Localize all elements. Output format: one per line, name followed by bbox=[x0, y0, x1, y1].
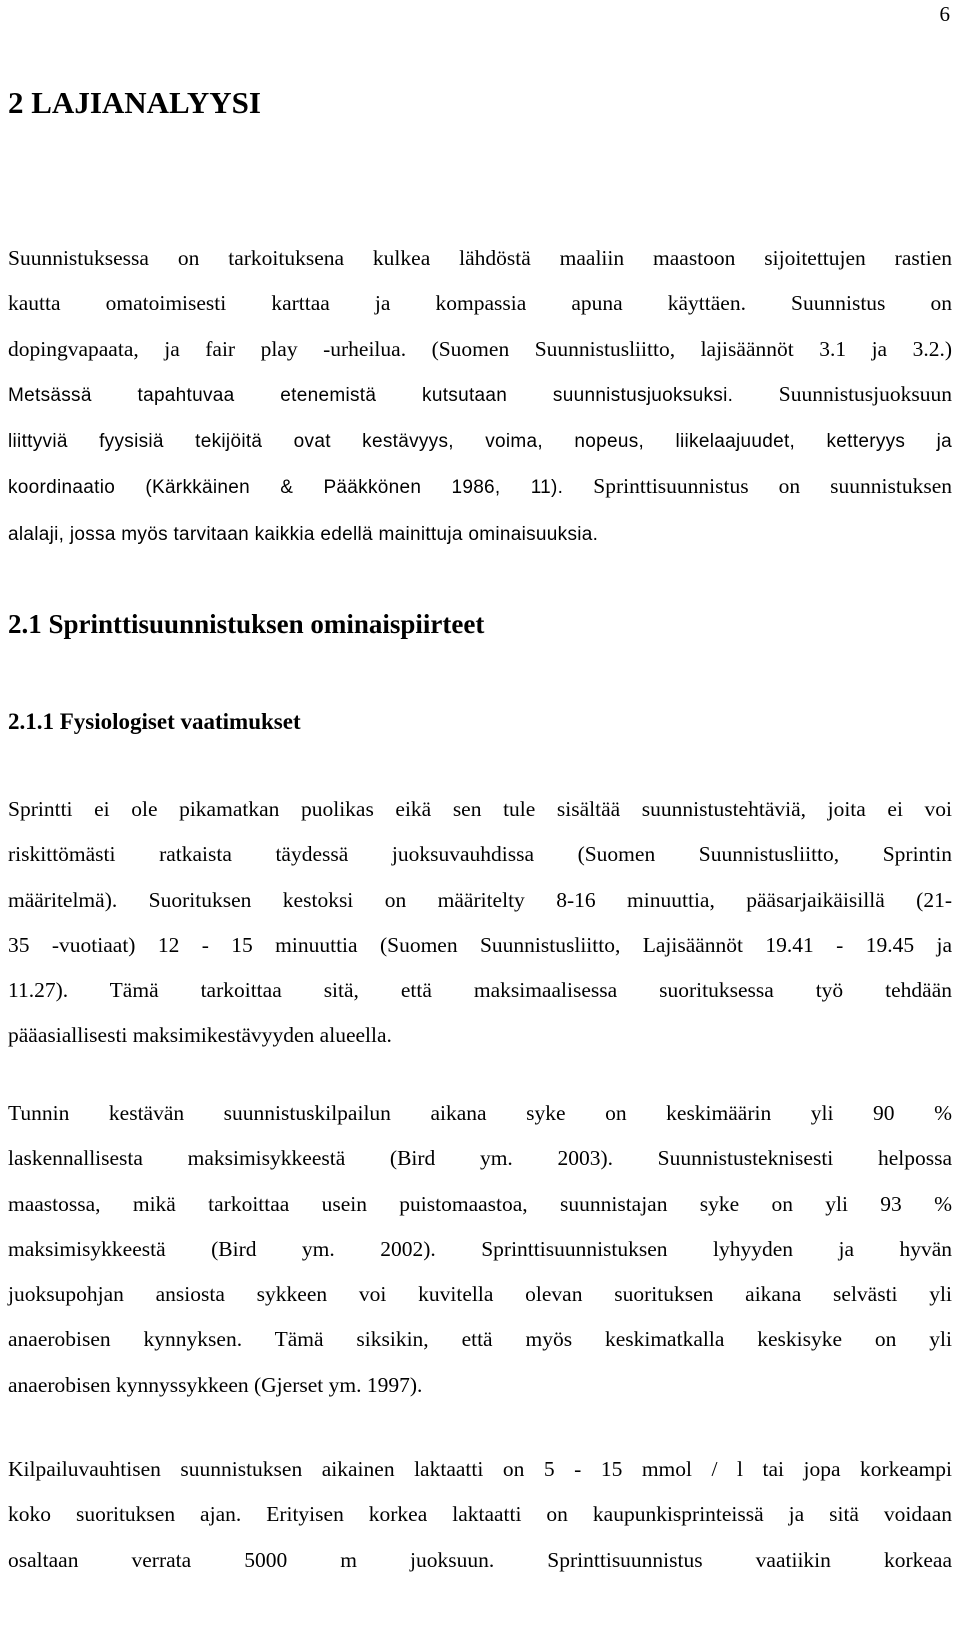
paragraph-line: riskittömästi ratkaista täydessä juoksuvauhdissa (Suomen Suunnistusliitto, Sprintin bbox=[8, 842, 952, 867]
paragraph-line: kautta omatoimisesti karttaa ja kompassia apuna käyttäen. Suunnistus on bbox=[8, 291, 952, 316]
paragraph-line: anaerobisen kynnyksen. Tämä siksikin, että myös keskimatkalla keskisyke on yli bbox=[8, 1327, 952, 1352]
chapter-heading: 2 LAJIANALYYSI bbox=[8, 85, 261, 120]
paragraph-line: Suunnistuksessa on tarkoituksena kulkea lähdöstä maaliin maastoon sijoitettujen rastien bbox=[8, 246, 952, 270]
subsection-heading: 2.1.1 Fysiologiset vaatimukset bbox=[8, 709, 301, 734]
paragraph-line: Sprintti ei ole pikamatkan puolikas eikä sen tule sisältää suunnistustehtäviä, joita ei voi bbox=[8, 797, 952, 821]
paragraph-line: pääasiallisesti maksimikestävyyden alueella. bbox=[8, 1023, 392, 1048]
paragraph-line: anaerobisen kynnyssykkeen (Gjerset ym. 1997). bbox=[8, 1372, 423, 1397]
section-heading: 2.1 Sprinttisuunnistuksen ominaispiirteet bbox=[8, 609, 485, 639]
paragraph-heart-rate bbox=[8, 1091, 952, 1408]
paragraph-line: maksimisykkeestä (Bird ym. 2002). Sprinttisuunnistuksen lyhyyden ja hyvän bbox=[8, 1236, 952, 1261]
paragraph-line: dopingvapaata, ja fair play -urheilua. (Suomen Suunnistusliitto, lajisäännöt 3.1 ja 3.2.) bbox=[8, 336, 952, 361]
paragraph-line: Tunnin kestävän suunnistuskilpailun aikana syke on keskimäärin yli 90 % bbox=[8, 1101, 952, 1125]
paragraph-line: osaltaan verrata 5000 m juoksuun. Sprinttisuunnistus vaatiikin korkeaa bbox=[8, 1547, 952, 1572]
paragraph-line: Kilpailuvauhtisen suunnistuksen aikainen laktaatti on 5 - 15 mmol / l tai jopa korkeampi bbox=[8, 1457, 952, 1481]
paragraph-line: laskennallisesta maksimisykkeestä (Bird ym. 2003). Suunnistusteknisesti helpossa bbox=[8, 1146, 952, 1171]
paragraph-line: 35 -vuotiaat) 12 - 15 minuuttia (Suomen Suunnistusliitto, Lajisäännöt 19.41 - 19.45 ja bbox=[8, 932, 952, 957]
paragraph-line: juoksupohjan ansiosta sykkeen voi kuvitella olevan suorituksen aikana selvästi yli bbox=[8, 1282, 952, 1307]
paragraph-lactate bbox=[8, 1447, 952, 1583]
paragraph-line: koordinaatio (Kärkkäinen & Pääkkönen 1986, 11). Sprinttisuunnistus on suunnistuksen bbox=[8, 474, 952, 499]
page-number: 6 bbox=[939, 2, 950, 26]
paragraph-line: koko suorituksen ajan. Erityisen korkea laktaatti on kaupunkisprinteissä ja sitä voidaan bbox=[8, 1502, 952, 1527]
paragraph-line: maastossa, mikä tarkoittaa usein puistomaastoa, suunnistajan syke on yli 93 % bbox=[8, 1191, 952, 1216]
paragraph-line: määritelmä). Suorituksen kestoksi on määritelty 8-16 minuuttia, pääsarjaikäisillä (21- bbox=[8, 887, 952, 912]
paragraph-sprint-definition bbox=[8, 787, 952, 1059]
paragraph-line: alalaji, jossa myös tarvitaan kaikkia edellä mainittuja ominaisuuksia. bbox=[8, 523, 599, 545]
paragraph-line: liittyviä fyysisiä tekijöitä ovat kestävyys, voima, nopeus, liikelaajuudet, ketteryys ja bbox=[8, 431, 952, 453]
paragraph-intro bbox=[8, 236, 952, 557]
paragraph-line: 11.27). Tämä tarkoittaa sitä, että maksimaalisessa suorituksessa työ tehdään bbox=[8, 978, 952, 1003]
paragraph-line: Metsässä tapahtuvaa etenemistä kutsutaan suunnistusjuoksuksi. Suunnistusjuoksuun bbox=[8, 381, 953, 406]
